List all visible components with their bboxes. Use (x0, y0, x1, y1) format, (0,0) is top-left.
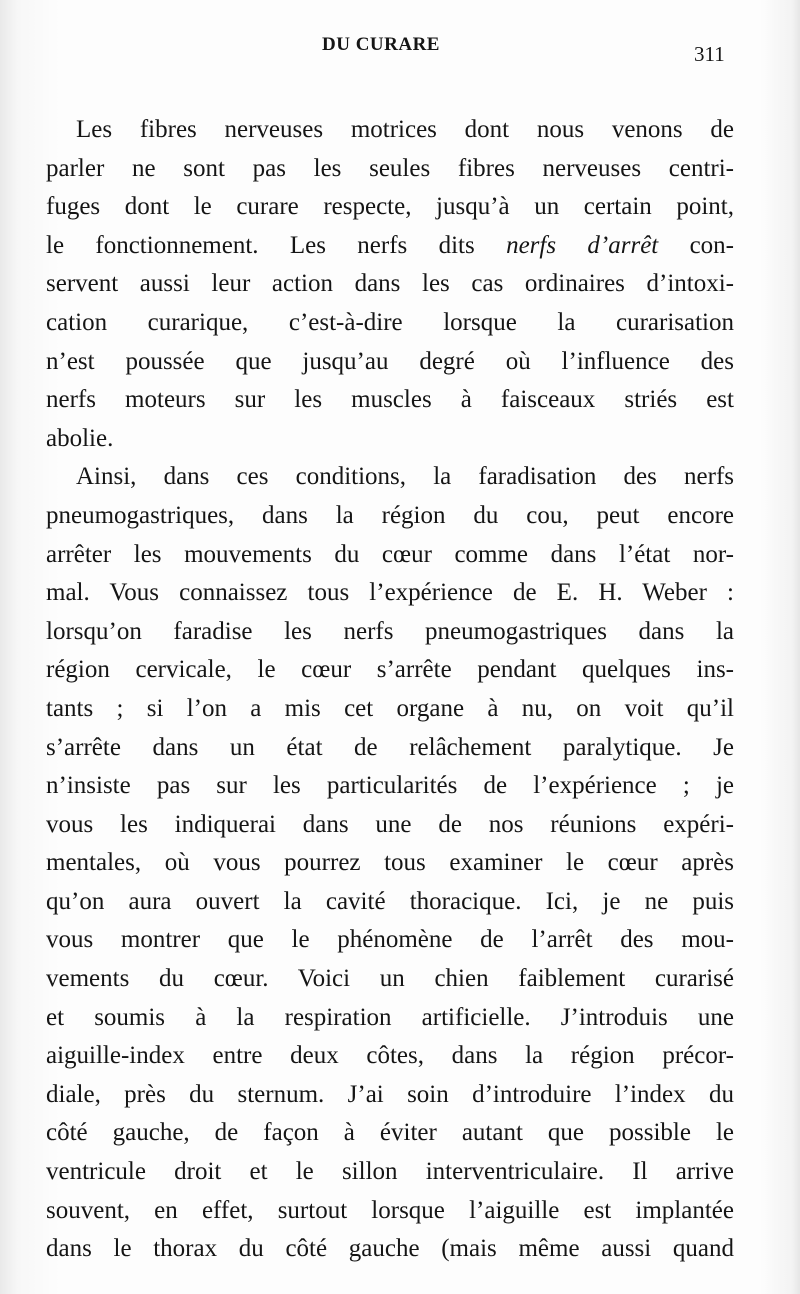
text-line: mal. Vous connaissez tous l’expérience de E. H. Weber : (46, 579, 734, 607)
text-line: n’est poussée que jusqu’au degré où l’influence des (46, 347, 734, 375)
text-line: lorsqu’on faradise les nerfs pneumogastriques dans la (46, 617, 734, 645)
text-line: n’insiste pas sur les particularités de l’expérience ; je (46, 772, 734, 800)
page-number: 311 (694, 42, 725, 66)
text-line: tants ; si l’on a mis cet organe à nu, on voit qu’il (46, 694, 734, 722)
text-line: arrêter les mouvements du cœur comme dans l’état nor- (46, 540, 734, 568)
text-line: région cervicale, le cœur s’arrête pendant quelques ins- (46, 656, 734, 684)
text-line: qu’on aura ouvert la cavité thoracique. Ici, je ne puis (46, 887, 734, 915)
text-line: ventricule droit et le sillon interventriculaire. Il arrive (46, 1158, 734, 1186)
text-line: Les fibres nerveuses motrices dont nous venons de (76, 116, 734, 143)
text-line: cation curarique, c’est-à-dire lorsque la curarisation (46, 308, 734, 336)
text-run: con- (658, 231, 735, 259)
text-line: vous les indiquerai dans une de nos réunions expéri- (46, 810, 734, 838)
text-line: s’arrête dans un état de relâchement paralytique. Je (46, 733, 734, 761)
text-line: aiguille-index entre deux côtes, dans la région précor- (46, 1042, 734, 1070)
text-line: dans le thorax du côté gauche (mais même aussi quand (46, 1235, 734, 1263)
body-text (46, 111, 734, 1269)
text-line: Ainsi, dans ces conditions, la faradisation des nerfs (76, 463, 734, 491)
text-line: abolie. (46, 424, 114, 452)
text-line: fuges dont le curare respecte, jusqu’à un certain point, (46, 193, 734, 221)
text-line: nerfs moteurs sur les muscles à faisceaux striés est (46, 386, 734, 414)
italic-term: nerfs d’arrêt (506, 231, 659, 259)
text-run: le fonctionnement. Les nerfs dits (46, 231, 507, 259)
text-line: côté gauche, de façon à éviter autant que possible le (46, 1119, 734, 1147)
running-title: DU CURARE (322, 34, 440, 55)
text-line: servent aussi leur action dans les cas ordinaires d’intoxi- (46, 270, 734, 298)
text-line: mentales, où vous pourrez tous examiner le cœur après (46, 849, 734, 877)
text-line: diale, près du sternum. J’ai soin d’introduire l’index du (46, 1080, 734, 1108)
text-line: vements du cœur. Voici un chien faiblement curarisé (46, 965, 734, 993)
text-line: souvent, en effet, surtout lorsque l’aiguille est implantée (46, 1196, 734, 1224)
text-line: et soumis à la respiration artificielle. J’introduis une (46, 1003, 734, 1031)
running-head (0, 30, 800, 64)
text-line: pneumogastriques, dans la région du cou, peut encore (46, 501, 734, 529)
text-line: vous montrer que le phénomène de l’arrêt des mou- (46, 926, 734, 954)
text-line-with-emphasis (46, 227, 734, 266)
text-line: parler ne sont pas les seules fibres nerveuses centri- (46, 154, 734, 182)
